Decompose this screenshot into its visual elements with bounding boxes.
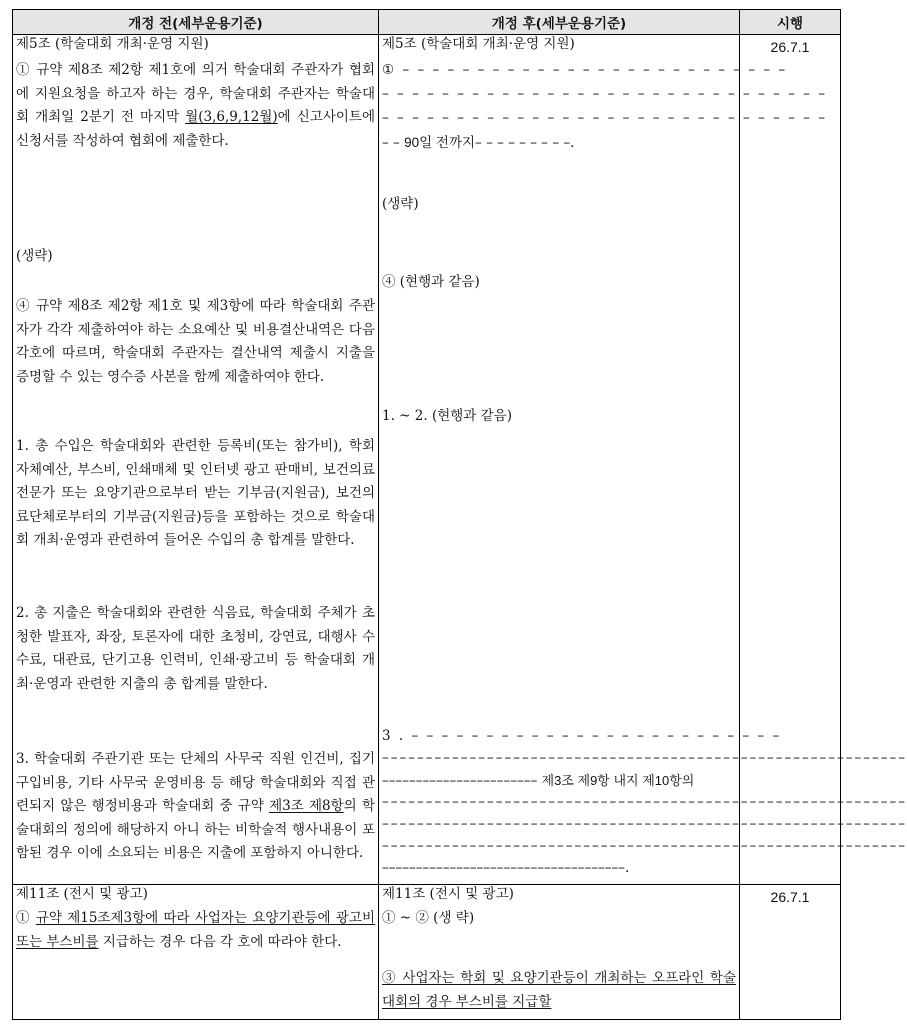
article11-before-cell xyxy=(13,885,379,1020)
article11-after-title: 제11조 (전시 및 광고) xyxy=(382,886,514,902)
article5-before-omitted: (생략) xyxy=(16,248,53,264)
table-header-row xyxy=(13,10,841,35)
article5-after-para1-line2: – – – – – – – – – – – – – – – – – – – – – – – – – – – – – – xyxy=(382,86,827,102)
article5-after-para4: ④ (현행과 같음) xyxy=(382,274,480,290)
article5-before-title: 제5조 (학술대회 개최·운영 지원) xyxy=(16,36,209,52)
revision-comparison-table xyxy=(12,9,907,1020)
article5-after-item3-line1: 3 . – – – – – – – – – – – – – – – – – – – – – – – – – xyxy=(382,728,782,744)
article5-after-item3-line4: –––––––––––––––––––––––––––––––––––––––––––––––––––––––––––– xyxy=(382,794,907,810)
article5-after-para1-line1: ① – – – – – – – – – – – – – – – – – – – – – – – – – – xyxy=(382,62,788,78)
article5-after-title: 제5조 (학술대회 개최·운영 지원) xyxy=(382,36,575,52)
article5-before-para4: ④ 규약 제8조 제2항 제1호 및 제3항에 따라 학술대회 주관자가 각각 제출하여야 하는 소요예산 및 비용결산내역은 다음 각호에 따르며, 학술대회 주관자는 결산내역 제출시 지출을 증명할 수 있는 영수증 사본을 함께 제출하여야 한다. xyxy=(16,298,375,385)
article5-before-para1: ① 규약 제8조 제2항 제1호에 의거 학술대회 주관자가 협회에 지원요청을 하고자 하는 경우, 학술대회 주관자는 학술대회 개최일 2분기 전 마지막 월(3,6,9,12월)에 신고사이트에 신청서를 작성하여 협회에 제출한다. xyxy=(16,62,375,149)
article5-after-item3-line6: –––––––––––––––––––––––––––––––––––––––––––––––––––––––––––– xyxy=(382,838,907,854)
article11-before-title: 제11조 (전시 및 광고) xyxy=(16,886,148,902)
header-after: 개정 후(세부운용기준) xyxy=(379,10,740,35)
article5-before-item1: 1. 총 수입은 학술대회와 관련한 등록비(또는 참가비), 학회 자체예산, 부스비, 인쇄매체 및 인터넷 광고 판매비, 보건의료전문가 또는 요양기관으로부터 받는 기부금(지원금), 보건의료단체로부터의 기부금(지원금)등을 포함하는 것으로 학술대회 개최·운영과 관련하여 들어온 수입의 총 합계를 말한다. xyxy=(16,438,375,548)
article5-after-item3-line7: ––––––––––––––––––––––––––––––––––––. xyxy=(382,860,630,876)
article5-after-item3-line5: –––––––––––––––––––––––––––––––––––––––––––––––––––––––––––– xyxy=(382,816,907,832)
table-row-article-11 xyxy=(13,885,841,1020)
article5-before-item2: 2. 총 지출은 학술대회와 관련한 식음료, 학술대회 주체가 초청한 발표자, 좌장, 토론자에 대한 초청비, 강연료, 대행사 수수료, 대관료, 단기고용 인력비, 인쇄·광고비 등 학술대회 개최·운영과 관련한 지출의 총 합계를 말한다. xyxy=(16,605,375,692)
article5-after-items-1-2: 1. ~ 2. (현행과 같음) xyxy=(382,408,512,424)
table-row-article-5 xyxy=(13,35,841,885)
article11-effective-date: 26.7.1 xyxy=(740,885,841,1020)
article11-before-para1: ① 규약 제15조제3항에 따라 사업자는 요양기관등에 광고비 또는 부스비를 지급하는 경우 다음 각 호에 따라야 한다. xyxy=(16,910,376,950)
article11-after-para3: ③ 사업자는 학회 및 요양기관등이 개최하는 오프라인 학술대회의 경우 부스비를 지급할 xyxy=(382,970,736,1010)
article5-after-omitted: (생략) xyxy=(382,196,419,212)
article5-effective-date: 26.7.1 xyxy=(740,35,841,885)
article5-before-item3: 3. 학술대회 주관기관 또는 단체의 사무국 직원 인건비, 집기구입비용, 기타 사무국 운영비용 등 해당 학술대회와 직접 관련되지 않은 행정비용과 학술대회 중 규약 제3조 제8항의 학술대회의 정의에 해당하지 아니 하는 비학술적 행사내용이 포함된 경우 이에 소요되는 비용은 지출에 포함하지 아니한다. xyxy=(16,751,375,861)
header-effective: 시행 xyxy=(740,10,841,35)
header-before: 개정 전(세부운용기준) xyxy=(13,10,379,35)
article11-after-cell xyxy=(379,885,740,1020)
article5-after-item3-line3: ––––––––––––––––––––––– 제3조 제9항 내지 제10항의 xyxy=(382,773,695,789)
article11-after-para1-2: ① ~ ② (생 략) xyxy=(382,910,475,926)
article5-before-cell xyxy=(13,35,379,885)
article5-after-para1-line3: – – – – – – – – – – – – – – – – – – – – – – – – – – – – – – xyxy=(382,110,827,126)
article5-after-item3-line2: –––––––––––––––––––––––––––––––––––––––––––––––––––––––––––– xyxy=(382,750,907,766)
article5-after-para1-line4: – – 90일 전까지– – – – – – – – –. xyxy=(382,135,575,151)
